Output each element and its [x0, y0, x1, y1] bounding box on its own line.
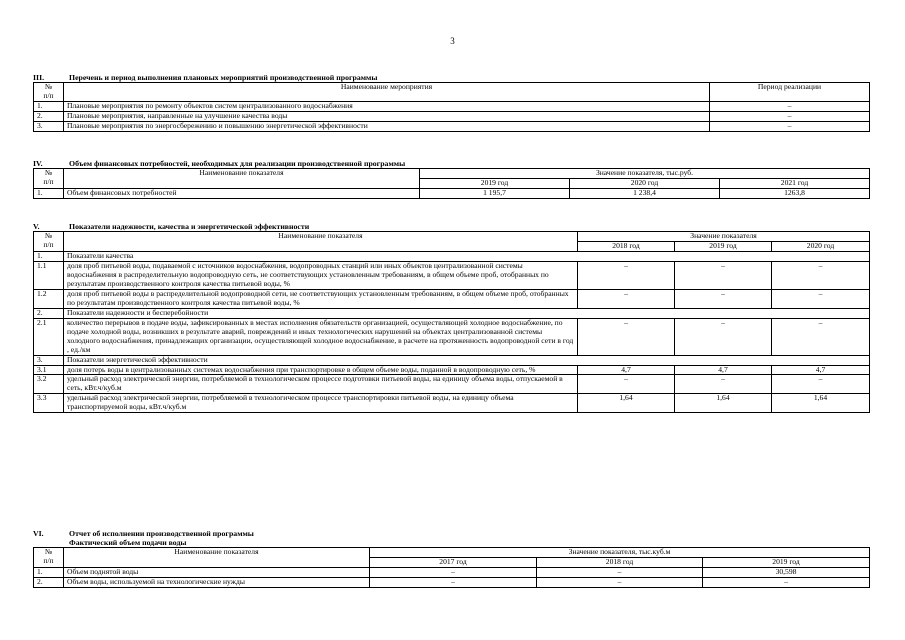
table-header-years: 2018 год 2019 год 2020 год [34, 242, 870, 252]
page-number: 3 [450, 36, 455, 46]
table-row: 3.1 доля потерь воды в централизованных системах водоснабжения при транспортировке в общем объеме воды, поданной в водопроводную сеть, % 4,7 4,7 4,7 [34, 365, 870, 375]
table-header: № п/п Наименование показателя Значение показателя [34, 232, 870, 242]
group-row-energy: 3. Показатели энергетической эффективности [34, 355, 870, 365]
table-indicators [33, 231, 870, 413]
table-row: 3.3 удельный расход электрической энергии, потребляемой в технологическом процессе транспортировки питьевой воды, на единицу объема транспортируемой воды, кВт.ч/куб.м 1,64 1,64 1,64 [34, 394, 870, 413]
table-row: 1. Объем финансовых потребностей 1 195,7 1 238,4 1263,8 [34, 189, 870, 199]
table-header [34, 83, 870, 102]
group-row-quality: 1. Показатели качества [34, 252, 870, 262]
table-header-years: 2019 год 2020 год 2021 год [34, 179, 870, 189]
table-row: 2. Объем воды, используемой на технологические нужды – – – [34, 578, 870, 588]
table-row: 1.1 доля проб питьевой воды, подаваемой с источников водоснабжения, водопроводных станций или иных объектов централизованной системы водоснабжения в распределительную водопроводную сеть, не соответствующих установленным требованиям, в общем объеме проб, отобранных по результатам производственного контроля качества питьевой воды, % – – – [34, 262, 870, 290]
group-row-reliability: 2. Показатели надежности и бесперебойности [34, 308, 870, 318]
table-planned-measures [33, 82, 870, 132]
table-row: 1.2 доля проб питьевой воды в распределительной водопроводной сети, не соответствующих установленным требованиям, в общем объеме проб, отобранных по результатам производственного контроля качества питьевой воды, % – – – [34, 289, 870, 308]
section-4-heading: IV. Объем финансовых потребностей, необходимых для реализации производственной программы [33, 159, 406, 168]
table-row: 1. Объем поднятой воды – – 30,598 [34, 568, 870, 578]
section-3-heading: III. Перечень и период выполнения плановых мероприятий производственной программы [33, 73, 378, 82]
header-measure-name: Наименование мероприятия [64, 83, 710, 102]
table-row: 2.1 количество перерывов в подаче воды, зафиксированных в местах исполнения обязательств организацией, осуществляющей холодное водоснабжение, по подаче холодной воды, возникших в результате аварий, повреждений и иных технологических нарушений на объектах централизованной системы холодного водоснабжения, принадлежащих организации, осуществляющей холодное водоснабжение, в расчете на протяженность водопроводной сети в год , ед./км – – – [34, 318, 870, 355]
section-6-heading: VI. Отчет об исполнении производственной программы [33, 529, 254, 538]
table-row: 3. Плановые мероприятия по энергосбережению и повышению энергетической эффективности – [34, 122, 870, 132]
table-header: № п/п Наименование показателя Значение показателя, тыс.куб.м [34, 548, 870, 558]
section-4 [33, 159, 869, 199]
table-header-years: 2017 год 2018 год 2019 год [34, 558, 870, 568]
table-row: 3.2 удельный расход электрической энергии, потребляемой в технологическом процессе подготовки питьевой воды, на единицу объема воды, отпускаемой в сеть, кВт.ч/куб.м – – – [34, 375, 870, 394]
section-5-heading: V. Показатели надежности, качества и энергетической эффективности [33, 222, 310, 231]
table-row: 2. Плановые мероприятия, направленные на улучшение качества воды – [34, 112, 870, 122]
header-period: Период реализации [710, 83, 870, 102]
table-water-volume [33, 547, 870, 588]
section-5 [33, 222, 869, 413]
section-6 [33, 529, 869, 588]
table-row: 1. Плановые мероприятия по ремонту объектов систем централизованного водоснабжения – [34, 102, 870, 112]
section-3 [33, 73, 869, 132]
table-header: № п/п Наименование показателя Значение показателя, тыс.руб. [34, 169, 870, 179]
header-number: № п/п [34, 83, 64, 102]
section-6-subheading: Фактический объем подачи воды [69, 538, 187, 548]
table-financial-needs [33, 168, 870, 199]
